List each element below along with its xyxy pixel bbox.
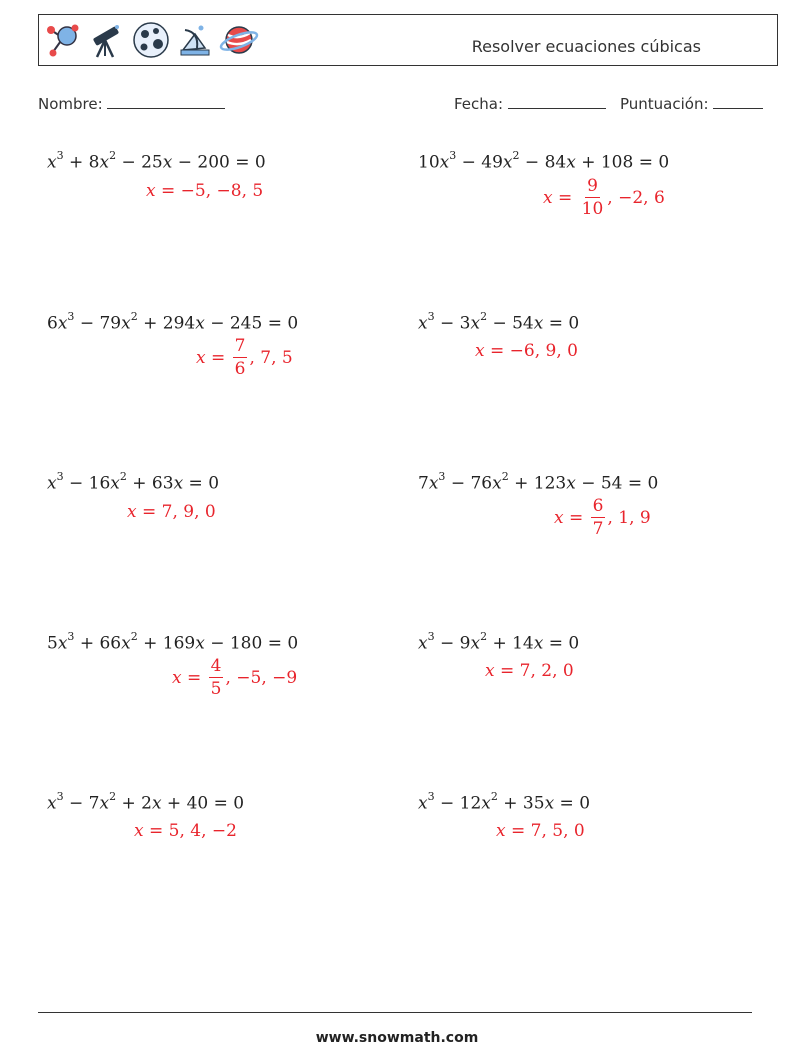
date-field: [454, 94, 606, 113]
answer: x = $\frac{4}{5}$ , −5, −9: [172, 656, 298, 699]
equation: $x^3 + 8x^2 - 25x - 200 = 0$: [47, 149, 266, 173]
equation: $6x^3 - 79x^2 + 294x - 245 = 0$: [47, 310, 299, 334]
answer: x = −5, −8, 5: [146, 181, 264, 201]
equation: $7x^3 - 76x^2 + 123x - 54 = 0$: [418, 470, 659, 494]
equation: $x^3 - 7x^2 + 2x + 40 = 0$: [47, 790, 245, 814]
answer: x = $\frac{6}{7}$ , 1, 9: [554, 496, 651, 539]
score-label: Puntuación:: [620, 95, 709, 113]
answer: x = $\frac{9}{10}$ , −2, 6: [543, 176, 665, 219]
answer: x = $\frac{7}{6}$ , 7, 5: [196, 336, 293, 379]
equation: $5x^3 + 66x^2 + 169x - 180 = 0$: [47, 630, 299, 654]
satellite-dish-icon: [175, 20, 215, 60]
date-blank: [508, 94, 606, 109]
answer: x = 7, 2, 0: [485, 661, 574, 681]
footer-url[interactable]: www.snowmath.com: [315, 1030, 479, 1046]
telescope-icon: [87, 20, 127, 60]
footer-divider: [38, 1012, 752, 1013]
header-icons: [43, 20, 259, 60]
name-label: Nombre:: [38, 95, 103, 113]
name-blank: [107, 94, 225, 109]
ringed-planet-icon: [219, 20, 259, 60]
equation: $x^3 - 16x^2 + 63x = 0$: [47, 470, 220, 494]
header-box: [38, 14, 778, 66]
score-blank: [713, 94, 763, 109]
answer: x = 7, 9, 0: [127, 502, 216, 522]
equation: $x^3 - 9x^2 + 14x = 0$: [418, 630, 580, 654]
equation: $x^3 - 3x^2 - 54x = 0$: [418, 310, 580, 334]
equation: $10x^3 - 49x^2 - 84x + 108 = 0$: [418, 149, 670, 173]
worksheet-title: Resolver ecuaciones cúbicas: [471, 37, 701, 56]
date-label: Fecha:: [454, 95, 504, 113]
equation: $x^3 - 12x^2 + 35x = 0$: [418, 790, 591, 814]
name-field: [38, 94, 225, 113]
score-field: [620, 94, 763, 113]
answer: x = 7, 5, 0: [496, 821, 585, 841]
answer: x = 5, 4, −2: [134, 821, 237, 841]
planet-spots-icon: [131, 20, 171, 60]
answer: x = −6, 9, 0: [475, 341, 578, 361]
molecule-icon: [43, 20, 83, 60]
